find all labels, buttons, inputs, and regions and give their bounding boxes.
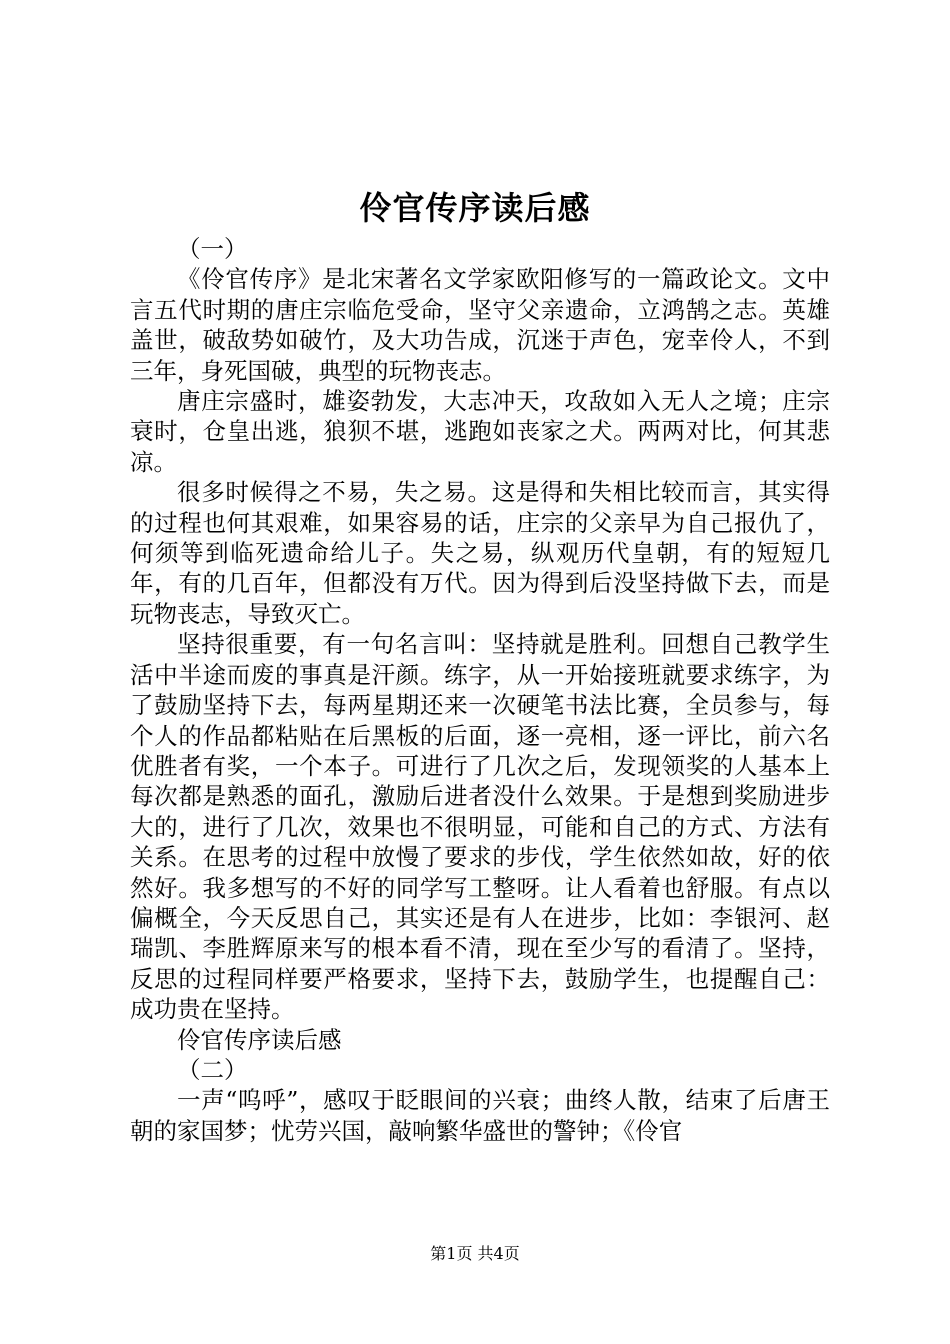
section-heading-two: （二） [177, 1055, 248, 1084]
page-number-footer: 第1页 共4页 [430, 1244, 520, 1263]
subtitle-line: 伶官传序读后感 [177, 1025, 342, 1054]
body-paragraph: 唐庄宗盛时，雄姿勃发，大志冲天，攻敌如入无人之境；庄宗衰时，仓皇出逃，狼狈不堪，逃跑如丧家之犬。两两对比，何其悲凉。 [130, 387, 830, 476]
document-title: 伶官传序读后感 [359, 189, 591, 227]
body-paragraph: 坚持很重要，有一句名言叫：坚持就是胜利。回想自己教学生活中半途而废的事真是汗颜。练字，从一开始接班就要求练字，为了鼓励坚持下去，每两星期还来一次硬笔书法比赛，全员参与，每个人的作品都粘贴在后黑板的后面，逐一亮相，逐一评比，前六名优胜者有奖，一个本子。可进行了几次之后，发现领奖的人基本上每次都是熟悉的面孔，激励后进者没什么效果。于是想到奖励进步大的，进行了几次，效果也不很明显，可能和自己的方式、方法有关系。在思考的过程中放慢了要求的步伐，学生依然如故，好的依然好。我多想写的不好的同学写工整呀。让人看着也舒服。有点以偏概全，今天反思自己，其实还是有人在进步，比如：李银河、赵瑞凯、李胜辉原来写的根本看不清，现在至少写的看清了。坚持，反思的过程同样要严格要求，坚持下去，鼓励学生，也提醒自己：成功贵在坚持。 [130, 630, 830, 1024]
document-body [130, 234, 830, 1146]
body-paragraph: 很多时候得之不易，失之易。这是得和失相比较而言，其实得的过程也何其艰难，如果容易的话，庄宗的父亲早为自己报仇了，何须等到临死遗命给儿子。失之易，纵观历代皇朝，有的短短几年，有的几百年，但都没有万代。因为得到后没坚持做下去，而是玩物丧志，导致灭亡。 [130, 478, 830, 628]
section-heading-one: （一） [177, 235, 248, 263]
body-paragraph: 一声“呜呼”，感叹于眨眼间的兴衰；曲终人散，结束了后唐王朝的家国梦；忧劳兴国，敲响繁华盛世的警钟；《伶官 [130, 1086, 830, 1145]
body-paragraph: 《伶官传序》是北宋著名文学家欧阳修写的一篇政论文。文中言五代时期的唐庄宗临危受命，坚守父亲遗命，立鸿鹄之志。英雄盖世，破敌势如破竹，及大功告成，沉迷于声色，宠幸伶人，不到三年，身死国破，典型的玩物丧志。 [130, 265, 830, 385]
